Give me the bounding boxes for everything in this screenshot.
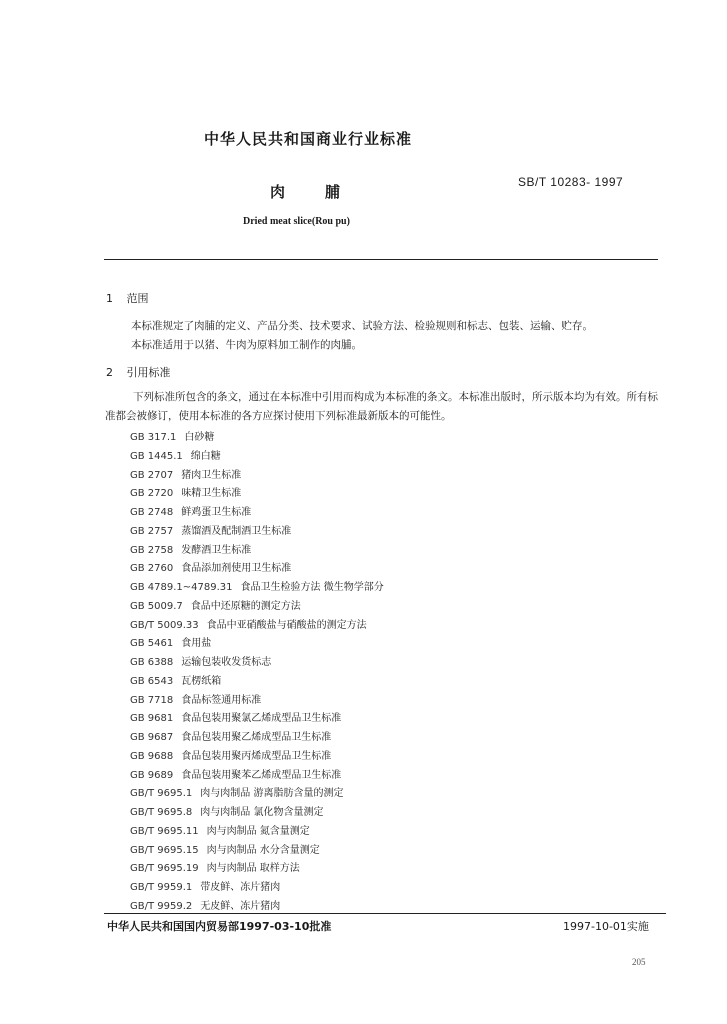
section-2-title: 引用标准 <box>126 366 171 379</box>
reference-item <box>130 860 384 879</box>
reference-item <box>130 560 384 579</box>
section-1-title: 范围 <box>126 292 149 305</box>
reference-code: GB/T 9959.1 <box>130 882 193 893</box>
reference-code: GB 5461 <box>130 638 174 650</box>
reference-code: GB/T 9695.15 <box>130 844 199 856</box>
reference-code: GB 1445.1 <box>130 450 183 462</box>
reference-name: 白砂糖 <box>184 432 215 443</box>
reference-code: GB 2707 <box>130 469 174 481</box>
reference-code: GB/T 9695.19 <box>130 863 199 875</box>
reference-item <box>130 673 384 692</box>
reference-item <box>130 598 384 617</box>
reference-code: GB 5009.7 <box>130 600 183 612</box>
section-2-paragraph: 下列标准所包含的条文，通过在本标准中引用而构成为本标准的条文。本标准出版时，所示版本均为有效。所有标准都会被修订，使用本标准的各方应探讨使用下列标准最新版本的可能性。 <box>105 391 658 422</box>
reference-name: 食品中亚硝酸盐与硝酸盐的测定方法 <box>206 619 367 631</box>
section-1-paragraph-2: 本标准适用于以猪、牛肉为原料加工制作的肉脯。 <box>131 339 362 351</box>
reference-name: 食用盐 <box>181 638 212 650</box>
reference-item <box>130 504 384 523</box>
section-1-heading <box>106 290 149 306</box>
reference-name: 鲜鸡蛋卫生标准 <box>181 507 252 518</box>
reference-code: GB 9681 <box>130 713 174 725</box>
reference-name: 食品卫生检验方法 微生物学部分 <box>240 582 384 593</box>
reference-item <box>130 879 384 898</box>
section-1-number: 1 <box>106 292 113 305</box>
reference-item <box>130 429 384 448</box>
reference-item <box>130 467 384 486</box>
reference-name: 肉与肉制品 游离脂肪含量的测定 <box>200 788 344 800</box>
standard-number: SB/T 10283- 1997 <box>518 175 624 189</box>
reference-name: 食品包装用聚丙烯成型品卫生标准 <box>181 750 332 762</box>
reference-code: GB 9689 <box>130 769 174 781</box>
reference-name: 食品包装用聚氯乙烯成型品卫生标准 <box>181 713 342 725</box>
reference-code: GB 7718 <box>130 694 174 706</box>
reference-name: 食品标签通用标准 <box>181 694 262 706</box>
reference-code: GB 9687 <box>130 732 174 743</box>
reference-list <box>130 429 384 917</box>
reference-name: 无皮鲜、冻片猪肉 <box>200 900 281 912</box>
reference-code: GB 6388 <box>130 657 174 668</box>
reference-item <box>130 617 384 636</box>
reference-code: GB/T 5009.33 <box>130 619 199 631</box>
section-1-paragraph-1: 本标准规定了肉脯的定义、产品分类、技术要求、试验方法、检验规则和标志、包装、运输、贮存。 <box>131 320 593 332</box>
reference-item <box>130 523 384 542</box>
reference-item <box>130 767 384 786</box>
org-title: 中华人民共和国商业行业标准 <box>204 130 413 148</box>
reference-name: 运输包装收发货标志 <box>181 657 272 668</box>
reference-code: GB 2758 <box>130 544 174 556</box>
reference-name: 肉与肉制品 氯化物含量测定 <box>200 807 324 818</box>
section-2-number: 2 <box>106 366 113 379</box>
reference-code: GB 2757 <box>130 525 174 537</box>
reference-item <box>130 804 384 823</box>
reference-name: 蒸馏酒及配制酒卫生标准 <box>181 525 292 537</box>
reference-name: 猪肉卫生标准 <box>181 469 242 481</box>
reference-code: GB 9688 <box>130 750 174 762</box>
reference-item <box>130 654 384 673</box>
reference-name: 发酵酒卫生标准 <box>181 544 252 556</box>
doc-title: 肉脯 <box>270 183 381 201</box>
reference-code: GB 6543 <box>130 675 174 687</box>
reference-code: GB 2748 <box>130 507 174 518</box>
reference-item <box>130 710 384 729</box>
reference-item <box>130 785 384 804</box>
reference-item <box>130 748 384 767</box>
footer-divider <box>104 913 666 914</box>
reference-code: GB 4789.1~4789.31 <box>130 582 233 593</box>
reference-item <box>130 842 384 861</box>
reference-code: GB 2720 <box>130 488 174 500</box>
reference-name: 肉与肉制品 氮含量测定 <box>206 825 310 837</box>
reference-item <box>130 635 384 654</box>
english-title: Dried meat slice(Rou pu) <box>243 216 350 227</box>
reference-name: 食品添加剂使用卫生标准 <box>181 563 292 575</box>
reference-item <box>130 542 384 561</box>
reference-code: GB/T 9695.11 <box>130 825 199 837</box>
reference-item <box>130 823 384 842</box>
reference-name: 肉与肉制品 取样方法 <box>206 863 300 875</box>
reference-item <box>130 485 384 504</box>
reference-name: 肉与肉制品 水分含量测定 <box>206 844 320 856</box>
reference-item <box>130 729 384 748</box>
reference-name: 带皮鲜、冻片猪肉 <box>200 882 281 893</box>
reference-name: 绵白糖 <box>190 450 221 462</box>
reference-name: 食品包装用聚乙烯成型品卫生标准 <box>181 732 332 743</box>
reference-code: GB 2760 <box>130 563 174 575</box>
reference-code: GB 317.1 <box>130 432 177 443</box>
reference-name: 食品包装用聚苯乙烯成型品卫生标准 <box>181 769 342 781</box>
section-2-heading <box>106 364 171 380</box>
issued-by: 中华人民共和国国内贸易部1997-03-10批准 <box>107 920 332 933</box>
reference-item <box>130 579 384 598</box>
reference-item <box>130 448 384 467</box>
reference-name: 食品中还原糖的测定方法 <box>190 600 301 612</box>
page-number: 205 <box>632 957 646 967</box>
reference-code: GB/T 9695.8 <box>130 807 193 818</box>
reference-item <box>130 692 384 711</box>
effective-date: 1997-10-01实施 <box>563 920 649 933</box>
reference-code: GB/T 9695.1 <box>130 788 193 800</box>
reference-name: 瓦楞纸箱 <box>181 675 222 687</box>
reference-code: GB/T 9959.2 <box>130 900 193 912</box>
reference-name: 味精卫生标准 <box>181 488 242 500</box>
header-divider <box>104 259 658 260</box>
